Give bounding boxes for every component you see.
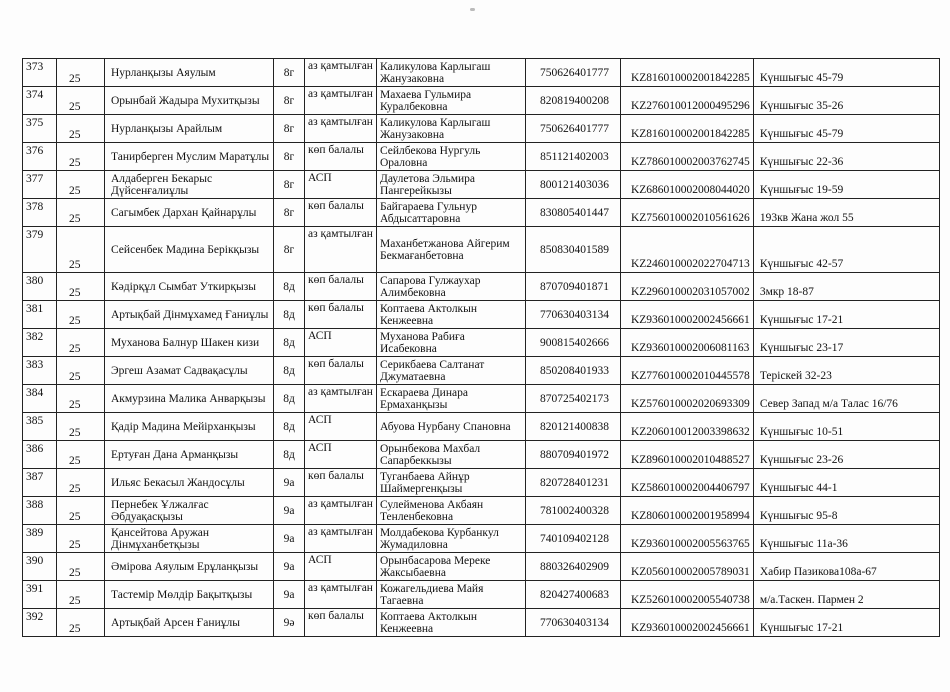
- parent-name: Сулейменова Акбаян Тенленбековна: [376, 497, 525, 525]
- row-number: 378: [23, 199, 57, 227]
- address: Күншығыс 17-21: [753, 609, 939, 637]
- table-row: [23, 385, 940, 413]
- parent-name: Молдабекова Курбанкул Жумадиловна: [376, 525, 525, 553]
- bank-account: KZ936010002002456661: [620, 609, 753, 637]
- parent-name: Сейлбекова Нургуль Ораловна: [376, 143, 525, 171]
- address: 3мкр 18-87: [753, 273, 939, 301]
- parent-name: Орынбекова Махбал Сапарбеккызы: [376, 441, 525, 469]
- row-number: 373: [23, 59, 57, 87]
- bank-account: KZ776010002010445578: [620, 357, 753, 385]
- bank-account: KZ936010002005563765: [620, 525, 753, 553]
- student-name: Нурланқызы Арайлым: [105, 115, 274, 143]
- table-body: [23, 59, 940, 637]
- student-name: Орынбай Жадыра Мухитқызы: [105, 87, 274, 115]
- table-row: [23, 413, 940, 441]
- iin-number: 851121402003: [525, 143, 620, 171]
- address: Хабир Пазикова108а-67: [753, 553, 939, 581]
- table-row: [23, 469, 940, 497]
- address: Күншығыс 35-26: [753, 87, 939, 115]
- category: аз қамтылған: [305, 115, 377, 143]
- category: көп балалы: [305, 301, 377, 329]
- table-row: [23, 553, 940, 581]
- student-name: Әмірова Аяулым Ерұланқызы: [105, 553, 274, 581]
- scan-speck: [470, 8, 475, 11]
- bank-account: KZ936010002006081163: [620, 329, 753, 357]
- school-code: 25: [57, 59, 105, 87]
- row-number: 384: [23, 385, 57, 413]
- bank-account: KZ576010002020693309: [620, 385, 753, 413]
- school-code: 25: [57, 301, 105, 329]
- row-number: 380: [23, 273, 57, 301]
- parent-name: Байгараева Гульнур Абдысаттаровна: [376, 199, 525, 227]
- category: көп балалы: [305, 143, 377, 171]
- school-code: 25: [57, 329, 105, 357]
- iin-number: 750626401777: [525, 115, 620, 143]
- class-grade: 8д: [274, 441, 305, 469]
- table-row: [23, 199, 940, 227]
- row-number: 387: [23, 469, 57, 497]
- row-number: 392: [23, 609, 57, 637]
- category: АСП: [305, 329, 377, 357]
- iin-number: 900815402666: [525, 329, 620, 357]
- bank-account: KZ206010012003398632: [620, 413, 753, 441]
- address: Күншығыс 22-36: [753, 143, 939, 171]
- parent-name: Кожагельдиева Майя Тагаевна: [376, 581, 525, 609]
- student-name: Тастемір Мөлдір Бақытқызы: [105, 581, 274, 609]
- parent-name: Орынбасарова Мереке Жаксыбаевна: [376, 553, 525, 581]
- address: Север Запад м/а Талас 16/76: [753, 385, 939, 413]
- bank-account: KZ686010002008044020: [620, 171, 753, 199]
- iin-number: 870725402173: [525, 385, 620, 413]
- student-name: Артықбай Арсен Ғаниұлы: [105, 609, 274, 637]
- student-name: Акмурзина Малика Анварқызы: [105, 385, 274, 413]
- class-grade: 8г: [274, 227, 305, 273]
- school-code: 25: [57, 469, 105, 497]
- iin-number: 770630403134: [525, 301, 620, 329]
- class-grade: 8г: [274, 87, 305, 115]
- bank-account: KZ586010002004406797: [620, 469, 753, 497]
- iin-number: 830805401447: [525, 199, 620, 227]
- iin-number: 820819400208: [525, 87, 620, 115]
- class-grade: 8д: [274, 329, 305, 357]
- row-number: 389: [23, 525, 57, 553]
- address: Күншығыс 17-21: [753, 301, 939, 329]
- class-grade: 8г: [274, 199, 305, 227]
- category: АСП: [305, 553, 377, 581]
- parent-name: Абуова Нурбану Спановна: [376, 413, 525, 441]
- school-code: 25: [57, 525, 105, 553]
- parent-name: Коптаева Актолкын Кенжеевна: [376, 609, 525, 637]
- parent-name: Даулетова Эльмира Пангерейкызы: [376, 171, 525, 199]
- category: аз қамтылған: [305, 497, 377, 525]
- iin-number: 850208401933: [525, 357, 620, 385]
- school-code: 25: [57, 553, 105, 581]
- iin-number: 870709401871: [525, 273, 620, 301]
- address: Терiскей 32-23: [753, 357, 939, 385]
- class-grade: 8г: [274, 143, 305, 171]
- class-grade: 9а: [274, 469, 305, 497]
- category: аз қамтылған: [305, 581, 377, 609]
- class-grade: 8г: [274, 115, 305, 143]
- category: АСП: [305, 413, 377, 441]
- iin-number: 750626401777: [525, 59, 620, 87]
- iin-number: 820427400683: [525, 581, 620, 609]
- school-code: 25: [57, 497, 105, 525]
- bank-account: KZ526010002005540738: [620, 581, 753, 609]
- row-number: 388: [23, 497, 57, 525]
- student-name: Алдаберген Бекарыс Дүйсенғалиұлы: [105, 171, 274, 199]
- category: аз қамтылған: [305, 87, 377, 115]
- school-code: 25: [57, 143, 105, 171]
- school-code: 25: [57, 609, 105, 637]
- class-grade: 8д: [274, 357, 305, 385]
- row-number: 386: [23, 441, 57, 469]
- table-row: [23, 87, 940, 115]
- student-name: Ильяс Бекасыл Жандосұлы: [105, 469, 274, 497]
- row-number: 375: [23, 115, 57, 143]
- parent-name: Каликулова Карлыгаш Жанузаковна: [376, 59, 525, 87]
- address: Күншығыс 45-79: [753, 115, 939, 143]
- row-number: 381: [23, 301, 57, 329]
- address: Күншығыс 10-51: [753, 413, 939, 441]
- class-grade: 9а: [274, 525, 305, 553]
- school-code: 25: [57, 581, 105, 609]
- school-code: 25: [57, 441, 105, 469]
- row-number: 376: [23, 143, 57, 171]
- iin-number: 800121403036: [525, 171, 620, 199]
- iin-number: 820121400838: [525, 413, 620, 441]
- table-row: [23, 609, 940, 637]
- bank-account: KZ056010002005789031: [620, 553, 753, 581]
- parent-name: Коптаева Актолкын Кенжеевна: [376, 301, 525, 329]
- student-name: Қансейтова Аружан Дінмұханбетқызы: [105, 525, 274, 553]
- school-code: 25: [57, 273, 105, 301]
- category: аз қамтылған: [305, 525, 377, 553]
- parent-name: Туганбаева Айнұр Шаймергенқызы: [376, 469, 525, 497]
- row-number: 377: [23, 171, 57, 199]
- beneficiary-table: [22, 58, 940, 637]
- table-row: [23, 441, 940, 469]
- school-code: 25: [57, 199, 105, 227]
- parent-name: Муханова Рабиға Исабековна: [376, 329, 525, 357]
- row-number: 374: [23, 87, 57, 115]
- table-row: [23, 357, 940, 385]
- table-row: [23, 581, 940, 609]
- category: АСП: [305, 441, 377, 469]
- table-row: [23, 525, 940, 553]
- category: аз қамтылған: [305, 385, 377, 413]
- bank-account: KZ816010002001842285: [620, 59, 753, 87]
- school-code: 25: [57, 115, 105, 143]
- parent-name: Маханбетжанова Айгерим Бекмағанбетовна: [376, 227, 525, 273]
- address: Күншығыс 42-57: [753, 227, 939, 273]
- row-number: 391: [23, 581, 57, 609]
- parent-name: Сапарова Гулжаухар Алимбековна: [376, 273, 525, 301]
- class-grade: 9а: [274, 497, 305, 525]
- student-name: Қадір Мадина Мейірханқызы: [105, 413, 274, 441]
- class-grade: 9а: [274, 581, 305, 609]
- category: көп балалы: [305, 609, 377, 637]
- row-number: 379: [23, 227, 57, 273]
- school-code: 25: [57, 357, 105, 385]
- iin-number: 770630403134: [525, 609, 620, 637]
- class-grade: 8г: [274, 171, 305, 199]
- row-number: 383: [23, 357, 57, 385]
- bank-account: KZ786010002003762745: [620, 143, 753, 171]
- class-grade: 8д: [274, 413, 305, 441]
- student-name: Нурланқызы Аяулым: [105, 59, 274, 87]
- iin-number: 781002400328: [525, 497, 620, 525]
- class-grade: 8д: [274, 301, 305, 329]
- row-number: 382: [23, 329, 57, 357]
- category: көп балалы: [305, 273, 377, 301]
- category: көп балалы: [305, 199, 377, 227]
- address: Күншығыс 23-17: [753, 329, 939, 357]
- school-code: 25: [57, 385, 105, 413]
- table-row: [23, 171, 940, 199]
- table-row: [23, 273, 940, 301]
- table-row: [23, 115, 940, 143]
- category: аз қамтылған: [305, 59, 377, 87]
- class-grade: 8г: [274, 59, 305, 87]
- student-name: Танирберген Муслим Маратұлы: [105, 143, 274, 171]
- class-grade: 9а: [274, 553, 305, 581]
- bank-account: KZ246010002022704713: [620, 227, 753, 273]
- address: Күншығыс 95-8: [753, 497, 939, 525]
- school-code: 25: [57, 413, 105, 441]
- bank-account: KZ816010002001842285: [620, 115, 753, 143]
- iin-number: 850830401589: [525, 227, 620, 273]
- parent-name: Серикбаева Салтанат Джуматаевна: [376, 357, 525, 385]
- bank-account: KZ756010002010561626: [620, 199, 753, 227]
- student-name: Ертуған Дана Арманқызы: [105, 441, 274, 469]
- parent-name: Каликулова Карлыгаш Жанузаковна: [376, 115, 525, 143]
- address: Күншығыс 44-1: [753, 469, 939, 497]
- address: Күншығыс 23-26: [753, 441, 939, 469]
- row-number: 390: [23, 553, 57, 581]
- bank-account: KZ806010002001958994: [620, 497, 753, 525]
- address: 193кв Жана жол 55: [753, 199, 939, 227]
- table-row: [23, 497, 940, 525]
- bank-account: KZ896010002010488527: [620, 441, 753, 469]
- student-name: Муханова Балнур Шакен кизи: [105, 329, 274, 357]
- student-name: Кәдірқұл Сымбат Уткирқызы: [105, 273, 274, 301]
- parent-name: Махаева Гульмира Куралбековна: [376, 87, 525, 115]
- category: көп балалы: [305, 469, 377, 497]
- category: АСП: [305, 171, 377, 199]
- school-code: 25: [57, 171, 105, 199]
- iin-number: 740109402128: [525, 525, 620, 553]
- bank-account: KZ936010002002456661: [620, 301, 753, 329]
- student-name: Эргеш Азамат Садвақасұлы: [105, 357, 274, 385]
- class-grade: 8д: [274, 385, 305, 413]
- student-name: Пернебек Ұлжалғас Әбдуақасқызы: [105, 497, 274, 525]
- table-row: [23, 301, 940, 329]
- bank-account: KZ296010002031057002: [620, 273, 753, 301]
- address: Күншығыс 11а-36: [753, 525, 939, 553]
- table-row: [23, 59, 940, 87]
- class-grade: 9ә: [274, 609, 305, 637]
- category: аз қамтылған: [305, 227, 377, 273]
- school-code: 25: [57, 87, 105, 115]
- table-row: [23, 329, 940, 357]
- category: көп балалы: [305, 357, 377, 385]
- table-row: [23, 143, 940, 171]
- class-grade: 8д: [274, 273, 305, 301]
- row-number: 385: [23, 413, 57, 441]
- school-code: 25: [57, 227, 105, 273]
- iin-number: 880709401972: [525, 441, 620, 469]
- table-row: [23, 227, 940, 273]
- address: Күншығыс 45-79: [753, 59, 939, 87]
- student-name: Сагымбек Дархан Қайнарұлы: [105, 199, 274, 227]
- student-name: Сейсенбек Мадина Берікқызы: [105, 227, 274, 273]
- iin-number: 820728401231: [525, 469, 620, 497]
- student-name: Артықбай Дінмұхамед Ғаниұлы: [105, 301, 274, 329]
- parent-name: Ескараева Динара Ермаханқызы: [376, 385, 525, 413]
- iin-number: 880326402909: [525, 553, 620, 581]
- address: м/а.Таскен. Пармен 2: [753, 581, 939, 609]
- bank-account: KZ276010012000495296: [620, 87, 753, 115]
- address: Күншығыс 19-59: [753, 171, 939, 199]
